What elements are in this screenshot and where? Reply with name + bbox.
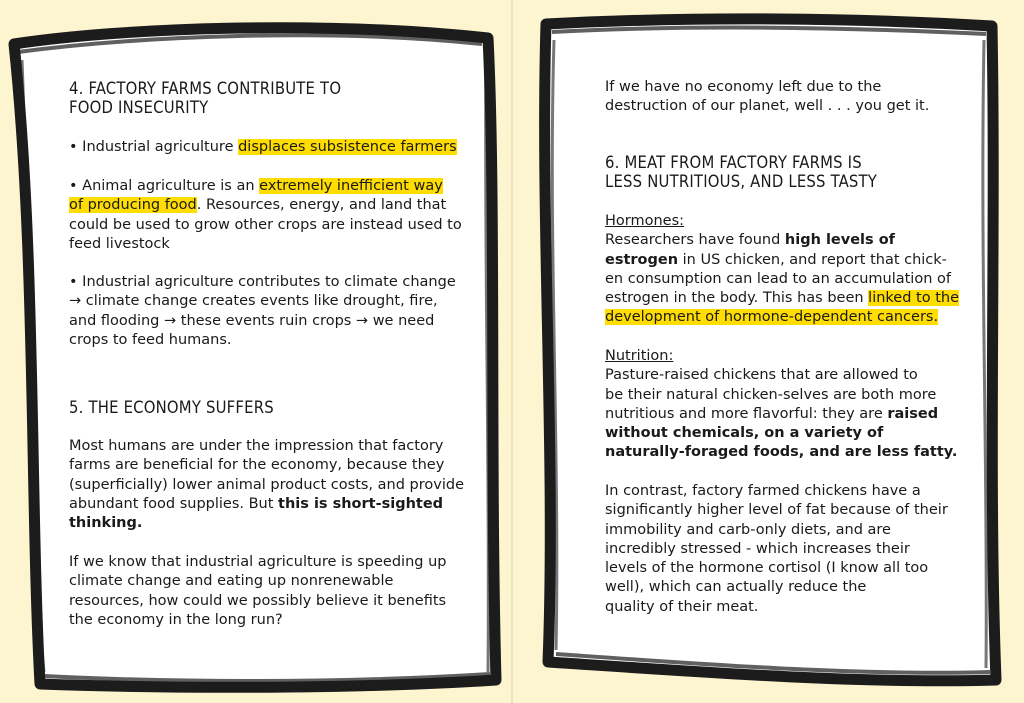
bullet-3-line-1: • Industrial agriculture contributes to climate change	[69, 274, 456, 290]
bullet-inefficient	[69, 177, 462, 254]
hormones-bold-1: high levels of	[784, 232, 895, 249]
contrast-line-5: levels of the hormone cortisol (I know all too	[605, 560, 929, 577]
economy-paragraph-1	[69, 437, 464, 533]
nutrition-bold-1: raised	[887, 405, 939, 422]
bullet-2-highlight-1: extremely inefficient way	[259, 178, 443, 194]
bullet-2-text: • Animal agriculture is an	[69, 178, 260, 194]
nutrition-line-3: nutritious and more flavorful: they are	[605, 405, 888, 422]
contrast-line-2: significantly higher level of fat because of their	[605, 502, 948, 519]
economy-p2-line-1: If we know that industrial agriculture is speeding up	[69, 554, 447, 570]
section-4-heading	[69, 79, 341, 117]
section-4-title-line-2: FOOD INSECURITY	[69, 98, 209, 117]
contrast-paragraph	[605, 482, 948, 617]
bullet-2-text-2: . Resources, energy, and land that	[196, 197, 447, 214]
hormones-line-4: estrogen in the body. This has been	[605, 290, 869, 307]
contrast-line-1: In contrast, factory farmed chickens have a	[605, 483, 921, 499]
bullet-3-line-4: crops to feed humans.	[69, 331, 232, 348]
hormones-line-1: Researchers have found	[605, 232, 785, 249]
contrast-line-7: quality of their meat.	[605, 598, 759, 615]
hormones-label: Hormones:	[605, 213, 685, 229]
contrast-line-6: well), which can actually reduce the	[605, 579, 867, 596]
economy-p1-line-3: (superficially) lower animal product costs, and provide	[69, 476, 464, 493]
economy-p1-bold: this is short-sighted	[278, 495, 444, 512]
economy-continuation	[605, 78, 929, 117]
economy-p1-line-4: abundant food supplies. But	[69, 495, 279, 512]
continuation-line-2: destruction of our planet, well . . . you get it.	[605, 98, 930, 115]
section-4-title-line-1: 4. FACTORY FARMS CONTRIBUTE TO	[69, 79, 342, 98]
continuation-line-1: If we have no economy left due to the	[605, 79, 882, 95]
bullet-1-highlight: displaces subsistence farmers	[238, 139, 457, 155]
economy-p2-line-4: the economy in the long run?	[69, 611, 283, 628]
economy-p1-bold-2: thinking.	[69, 515, 143, 532]
nutrition-bold-3: naturally-foraged foods, and are less fatty.	[605, 444, 958, 461]
nutrition-block	[605, 347, 957, 463]
bullet-3-line-3: and flooding → these events ruin crops → we need	[69, 312, 435, 329]
nutrition-label: Nutrition:	[605, 348, 674, 364]
bullet-climate-change	[69, 273, 456, 350]
hormones-block	[605, 212, 959, 328]
hormones-highlight-1: linked to the	[868, 290, 959, 307]
section-6-title-line-1: 6. MEAT FROM FACTORY FARMS IS	[605, 153, 862, 172]
contrast-line-3: immobility and carb-only diets, and are	[605, 521, 891, 538]
economy-p2-line-2: climate change and eating up nonrenewable	[69, 573, 394, 590]
economy-p1-line-1: Most humans are under the impression that factory	[69, 438, 444, 454]
bullet-2-highlight-2: of producing food	[69, 197, 197, 214]
section-6-title-line-2: LESS NUTRITIOUS, AND LESS TASTY	[605, 172, 878, 191]
bullet-3-line-2: → climate change creates events like drought, fire,	[69, 293, 438, 310]
nutrition-line-2: be their natural chicken-selves are both more	[605, 386, 937, 403]
economy-paragraph-2	[69, 553, 446, 630]
bullet-2-line-3: could be used to grow other crops are instead used to	[69, 216, 462, 233]
hormones-bold-2: estrogen	[605, 251, 679, 268]
economy-p2-line-3: resources, how could we possibly believe it benefits	[69, 592, 447, 609]
hormones-line-3: en consumption can lead to an accumulation of	[605, 270, 951, 287]
economy-p1-line-2: farms are beneficial for the economy, because they	[69, 457, 445, 474]
section-5-title: 5. THE ECONOMY SUFFERS	[69, 398, 274, 417]
section-6-heading	[605, 153, 877, 191]
nutrition-line-1: Pasture-raised chickens that are allowed to	[605, 367, 918, 384]
bullet-displaces-farmers	[69, 138, 457, 157]
nutrition-bold-2: without chemicals, on a variety of	[605, 425, 884, 442]
contrast-line-4: incredibly stressed - which increases their	[605, 540, 910, 557]
bullet-2-line-4: feed livestock	[69, 235, 170, 252]
bullet-1-text: • Industrial agriculture	[69, 139, 239, 155]
hormones-line-2: in US chicken, and report that chick-	[678, 251, 947, 268]
hormones-highlight-2: development of hormone-dependent cancers.	[605, 309, 939, 326]
